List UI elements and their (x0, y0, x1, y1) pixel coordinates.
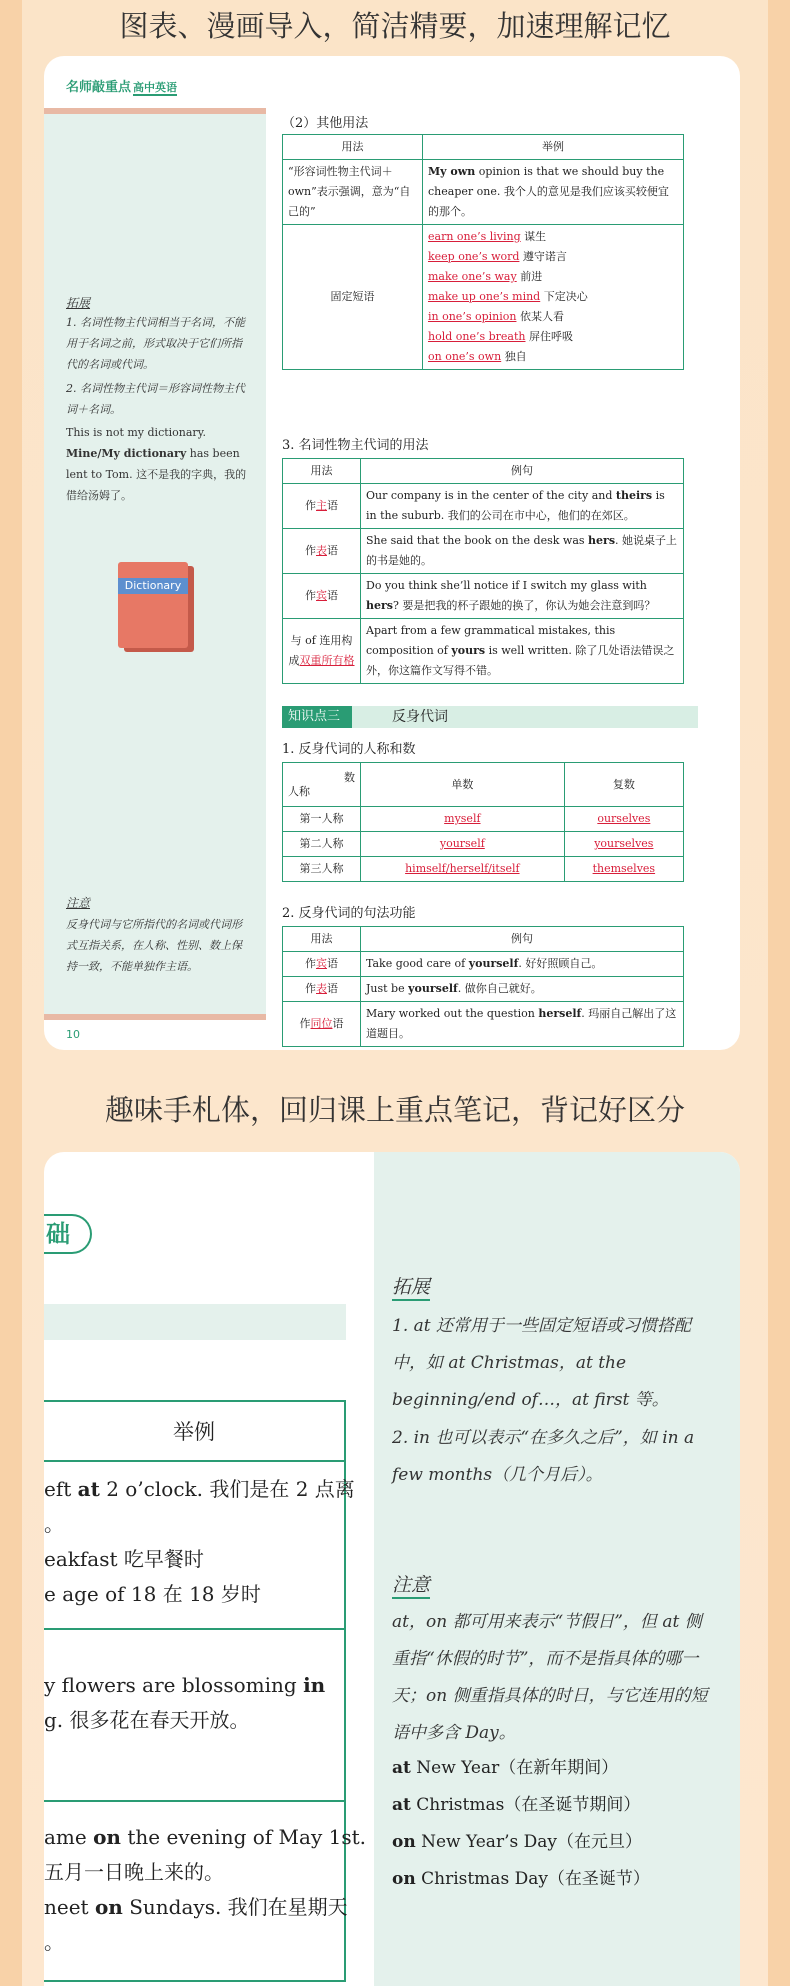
ex-post: . 做你自己就好。 (457, 982, 542, 995)
sec4-title: 1. 反身代词的人称和数 (282, 742, 416, 757)
singular-cell: yourself (439, 837, 485, 850)
header-singular: 单数 (361, 763, 565, 807)
t: 。 (44, 1930, 64, 1954)
phrase-en: keep one’s word (428, 250, 520, 263)
sec2-row2-usage: 固定短语 (283, 225, 423, 370)
notes-page (44, 1152, 740, 1986)
usage-b: 宾 (316, 589, 327, 602)
sidebar-bottom-bar (44, 1014, 266, 1020)
usage-b: 表 (316, 982, 327, 995)
t: e age of 18 在 18 岁时 (44, 1582, 261, 1606)
usage-cell (283, 619, 361, 684)
example-cell (361, 574, 684, 619)
table-row (283, 1002, 684, 1047)
phrase-zh: 谋生 (524, 230, 547, 243)
phrase-item (428, 307, 678, 327)
logo-sub: 高中英语 (133, 81, 178, 94)
ex-post: . 玛丽自己解出了这道题目。 (366, 1007, 677, 1040)
t: eft (44, 1477, 72, 1501)
t: Sundays. 我们在星期天 (129, 1895, 348, 1919)
ex-pre: Apart from a few grammatical mistakes, this composition of (366, 624, 616, 657)
sidebar-ext-1: 1. 名词性物主代词相当于名词，不能用于名词之前，形式取决于它们所指代的名词或代词。 (66, 316, 245, 371)
knowledge-point-bar (282, 706, 698, 728)
t: the evening of May 1st. (127, 1825, 366, 1849)
book-page (44, 56, 740, 1050)
plural-cell: yourselves (594, 837, 654, 850)
t: ame (44, 1825, 87, 1849)
ex-bold: hers (366, 599, 393, 612)
usage-a: 作 (305, 982, 316, 995)
row1-bold: My own (428, 165, 476, 178)
ex-pre: She said that the book on the desk was (366, 534, 585, 547)
corner-top: 数 (344, 770, 355, 784)
panel-ext-2: 2. in 也可以表示“在多久之后”，如 in a few months（几个月后）。 (392, 1428, 695, 1485)
sec3-header-usage: 用法 (283, 459, 361, 484)
sec2-header-usage: 用法 (283, 135, 423, 160)
ex-zh: 这不是我的字典，我的借给汤姆了。 (66, 468, 247, 502)
ex-text: Christmas（在圣诞节期间） (416, 1795, 641, 1815)
ex-bold: herself (538, 1007, 582, 1020)
list-item (392, 1787, 722, 1824)
sec5-header-example: 例句 (361, 927, 684, 952)
sidebar-example (66, 422, 252, 506)
t-bold: at (77, 1477, 100, 1501)
phrase-en: hold one’s breath (428, 330, 526, 343)
sec5-title: 2. 反身代词的句法功能 (282, 906, 416, 921)
row-1-text (44, 1472, 355, 1612)
logo-main: 名师敲重点 (66, 80, 132, 95)
dictionary-label: Dictionary (118, 578, 188, 594)
phrase-en: in one’s opinion (428, 310, 517, 323)
notes-table (44, 1400, 366, 1982)
row1-zh: 我个人的意见是我们应该买较便宜的那个。 (428, 185, 669, 218)
phrase-en: earn one’s living (428, 230, 521, 243)
row-divider (44, 1628, 344, 1630)
ex-pre: Take good care of (366, 957, 466, 970)
phrase-en: make one’s way (428, 270, 517, 283)
ex-post: ? 要是把我的杯子跟她的换了，你认为她会注意到吗？ (392, 599, 656, 612)
sec2-row1-usage: “形容词性物主代词＋own”表示强调，意为“自己的” (283, 160, 423, 225)
ex-prep: at (392, 1795, 411, 1815)
usage-cell (283, 484, 361, 529)
phrase-zh: 屏住呼吸 (529, 330, 573, 343)
plural-cell: themselves (592, 862, 656, 875)
table-row (283, 857, 684, 882)
page-number: 10 (66, 1028, 80, 1041)
ex-bold: yourself (408, 982, 458, 995)
ex-prep: on (392, 1869, 416, 1889)
panel-ext-heading: 拓展 (392, 1272, 430, 1301)
example-cell (361, 484, 684, 529)
phrase-en: on one’s own (428, 350, 502, 363)
panel-note: at，on 都可用来表示“节假日”，但 at 侧重指“休假的时节”，而不是指具体的哪一天；on 侧重指具体的时日，与它连用的短语中多含 Day。 (392, 1612, 708, 1743)
sidebar (44, 108, 266, 1020)
usage-c: 语 (327, 957, 338, 970)
sec5-header-usage: 用法 (283, 927, 361, 952)
t-bold: on (93, 1825, 121, 1849)
phrase-item (428, 227, 678, 247)
phrase-en: make up one’s mind (428, 290, 541, 303)
ex-text: New Year（在新年期间） (416, 1758, 619, 1778)
phrase-item (428, 267, 678, 287)
usage-a: 与 of 连用构成 (288, 634, 353, 667)
ex-pre: Do you think she’ll notice if I switch my glass with (366, 579, 647, 592)
ex-post: is well written. 除了几处语法错误之外，你这篇作文写得不错。 (366, 644, 675, 677)
singular-cell: himself/herself/itself (405, 862, 520, 875)
ex-bold: Mine/My dictionary (66, 447, 187, 460)
usage-cell (283, 529, 361, 574)
sidebar-ext-heading: 拓展 (66, 296, 91, 310)
banner-bottom: 趣味手札体，回归课上重点笔记，背记好区分 (104, 1093, 685, 1127)
list-item (392, 1824, 722, 1861)
usage-a: 作 (305, 589, 316, 602)
phrase-item (428, 287, 678, 307)
ex-en1: This is not my dictionary. (66, 426, 206, 439)
row-2-text (44, 1668, 340, 1738)
phrase-zh: 前进 (520, 270, 543, 283)
sec3-table (282, 458, 684, 684)
ex-text: New Year’s Day（在元旦） (421, 1832, 642, 1852)
table-row (283, 529, 684, 574)
singular-cell: myself (444, 812, 481, 825)
table-row (283, 574, 684, 619)
t: 五月一日晚上来的。 (44, 1860, 224, 1884)
t: eakfast 吃早餐时 (44, 1547, 204, 1571)
phrase-item (428, 347, 678, 367)
table-row (283, 619, 684, 684)
ex-pre: Mary worked out the question (366, 1007, 535, 1020)
sidebar-note-heading: 注意 (66, 896, 91, 910)
table-row (283, 807, 684, 832)
usage-cell (283, 574, 361, 619)
row-3-text (44, 1820, 366, 1960)
usage-a: 作 (305, 544, 316, 557)
panel-ext-1: 1. at 还常用于一些固定短语或习惯搭配中，如 at Christmas，at the beginning/end of…，at first 等。 (392, 1316, 691, 1410)
usage-b: 主 (316, 499, 327, 512)
usage-c: 语 (327, 499, 338, 512)
usage-a: 作 (299, 1017, 311, 1030)
sec2-header-example: 举例 (423, 135, 684, 160)
sec2-row1-example (423, 160, 684, 225)
sec2-title: （2）其他用法 (282, 116, 369, 131)
example-cell (361, 529, 684, 574)
usage-b: 表 (316, 544, 327, 557)
table-row (283, 832, 684, 857)
usage-cell (283, 977, 361, 1002)
ex-bold: theirs (615, 489, 653, 502)
t: g. 很多花在春天开放。 (44, 1708, 250, 1732)
sec2-phrases (423, 225, 684, 370)
phrase-item (428, 327, 678, 347)
table-row (283, 484, 684, 529)
t-bold: in (303, 1673, 326, 1697)
ex-post: is in the suburb. 我们的公司在市中心，他们的在郊区。 (366, 489, 665, 522)
usage-c: 语 (327, 982, 338, 995)
sec4-table (282, 762, 684, 882)
sidebar-ext-2: 2. 名词性物主代词＝形容词性物主代词＋名词。 (66, 382, 245, 416)
ex-bold: hers (588, 534, 616, 547)
phrase-zh: 依某人看 (519, 310, 564, 323)
section-bar (44, 1304, 346, 1340)
ex-prep: on (392, 1832, 416, 1852)
phrase-item (428, 247, 678, 267)
knowledge-point-name: 反身代词 (392, 709, 448, 725)
sec2-table (282, 134, 684, 370)
example-cell (361, 1002, 684, 1047)
person-cell: 第三人称 (283, 857, 361, 882)
person-cell: 第一人称 (283, 807, 361, 832)
ex-en2: has been lent to Tom. (66, 447, 240, 481)
list-item (392, 1750, 722, 1787)
sec3-title: 3. 名词性物主代词的用法 (282, 438, 429, 453)
usage-b: 宾 (316, 957, 327, 970)
column-header: 举例 (44, 1402, 344, 1462)
table-row (283, 977, 684, 1002)
ex-bold: yourself (468, 957, 519, 970)
ex-pre: Just be (366, 982, 405, 995)
example-cell (361, 977, 684, 1002)
sec3-header-example: 例句 (361, 459, 684, 484)
usage-c: 语 (327, 544, 338, 557)
chapter-tab: 础 (44, 1214, 92, 1254)
sec5-table (282, 926, 684, 1047)
panel-examples (392, 1750, 722, 1898)
ex-bold: yours (451, 644, 486, 657)
logo (66, 76, 177, 95)
notes-panel (374, 1152, 740, 1986)
corner-bottom: 人称 (288, 784, 310, 798)
ex-post: . 好好照顾自己。 (518, 957, 603, 970)
panel-note-heading: 注意 (392, 1570, 430, 1599)
usage-c: 语 (332, 1017, 344, 1030)
list-item (392, 1861, 722, 1898)
t: 2 o’clock. 我们是在 2 点离 (106, 1477, 355, 1501)
usage-cell (283, 952, 361, 977)
t-bold: on (94, 1895, 123, 1919)
corner-cell (283, 763, 361, 807)
ex-pre: Our company is in the center of the city and (366, 489, 613, 502)
row1-en: opinion is that we should buy the cheaper one. (428, 165, 665, 198)
banner-top: 图表、漫画导入，简洁精要，加速理解记忆 (119, 9, 671, 43)
usage-cell (283, 1002, 361, 1047)
phrase-zh: 遵守诺言 (522, 250, 567, 263)
row-divider (44, 1800, 344, 1802)
plural-cell: ourselves (597, 812, 651, 825)
ex-prep: at (392, 1758, 411, 1778)
phrase-zh: 独自 (504, 350, 527, 363)
phrase-zh: 下定决心 (543, 290, 588, 303)
example-cell (361, 952, 684, 977)
person-cell: 第二人称 (283, 832, 361, 857)
usage-b: 同位 (310, 1017, 333, 1030)
t: neet (44, 1895, 89, 1919)
usage-b: 双重所有格 (299, 654, 355, 667)
ex-text: Christmas Day（在圣诞节） (421, 1869, 650, 1889)
table-row (283, 952, 684, 977)
usage-a: 作 (305, 957, 316, 970)
t: y flowers are blossoming (44, 1673, 297, 1697)
dictionary-illustration (118, 562, 188, 648)
usage-c: 语 (327, 589, 338, 602)
ex-post: . 她说桌子上的书是她的。 (366, 534, 678, 567)
header-plural: 复数 (564, 763, 683, 807)
t: 。 (44, 1512, 64, 1536)
usage-a: 作 (305, 499, 316, 512)
knowledge-point-tag: 知识点三 (282, 706, 352, 728)
sidebar-note: 反身代词与它所指代的名词或代词形式互指关系，在人称、性别、数上保持一致，不能单独作主语。 (66, 918, 242, 973)
example-cell (361, 619, 684, 684)
